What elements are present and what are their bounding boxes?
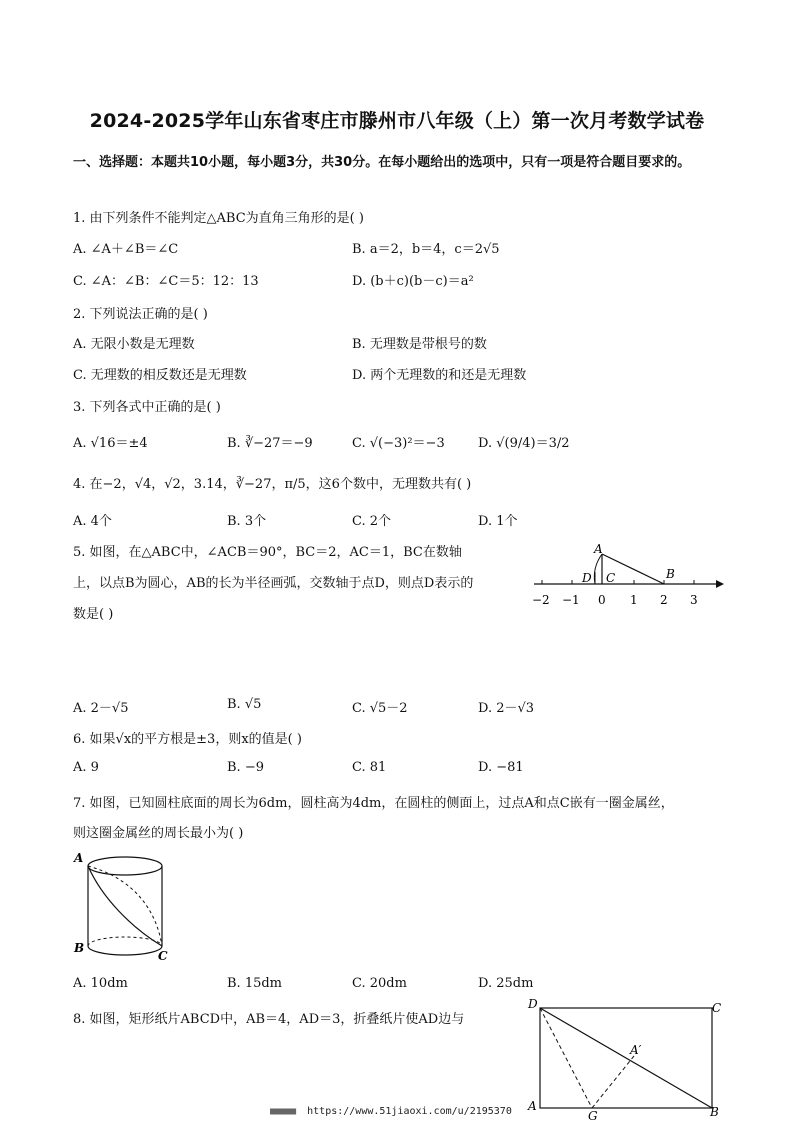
page-title: 2024-2025学年山东省枣庄市滕州市八年级（上）第一次月考数学试卷 (89, 110, 705, 132)
fig-label-d: D (582, 571, 592, 585)
question-6-stem: 6. 如果√x的平方根是±3，则x的值是( ) (73, 732, 302, 747)
fig-label-b: B (710, 1105, 719, 1119)
q6-option-a[interactable]: A. 9 (73, 760, 99, 775)
fig-label-a: A (74, 851, 84, 865)
q1-option-c[interactable]: C. ∠A：∠B：∠C＝5：12：13 (73, 274, 259, 289)
question-5-stem-line1: 5. 如图，在△ABC中，∠ACB＝90°，BC＝2，AC＝1，BC在数轴 (73, 545, 462, 560)
q5-option-c[interactable]: C. √5－2 (352, 701, 408, 716)
q5-option-d[interactable]: D. 2－√3 (478, 701, 535, 716)
q2-option-a[interactable]: A. 无限小数是无理数 (73, 337, 195, 352)
q7-option-b[interactable]: B. 15dm (227, 976, 283, 991)
q1-option-d[interactable]: D. (b＋c)(b－c)＝a² (352, 274, 474, 289)
question-5-stem-line2: 上，以点B为圆心，AB的长为半径画弧，交数轴于点D，则点D表示的 (73, 576, 474, 591)
q7-option-a[interactable]: A. 10dm (73, 976, 128, 991)
tick-label: 2 (660, 593, 668, 607)
question-7-stem-line2: 则这圈金属丝的周长最小为( ) (73, 826, 244, 841)
fig-label-b: B (666, 567, 675, 581)
q1-option-b[interactable]: B. a＝2，b＝4，c＝2√5 (352, 242, 500, 257)
q7-option-d[interactable]: D. 25dm (478, 976, 534, 991)
footer-url[interactable]: https://www.51jiaoxi.com/u/2195370 (307, 1106, 512, 1117)
fig-label-d: D (528, 997, 538, 1011)
q3-option-c[interactable]: C. √(−3)²＝−3 (352, 436, 445, 451)
question-8-stem: 8. 如图，矩形纸片ABCD中，AB＝4，AD＝3，折叠纸片使AD边与 (73, 1012, 465, 1027)
fig-label-a: A (528, 1099, 537, 1113)
section-heading: 一、选择题：本题共10小题，每小题3分，共30分。在每小题给出的选项中，只有一项是符合题目要求的。 (73, 155, 691, 170)
q6-option-c[interactable]: C. 81 (352, 760, 387, 775)
q4-option-a[interactable]: A. 4个 (73, 514, 112, 529)
tick-label: 3 (690, 593, 698, 607)
q3-option-a[interactable]: A. √16＝±4 (73, 436, 148, 451)
fig-label-a-prime: A′ (630, 1043, 642, 1057)
q3-option-d[interactable]: D. √(9/4)＝3/2 (478, 436, 570, 451)
question-2-stem: 2. 下列说法正确的是( ) (73, 307, 208, 322)
q1-option-a[interactable]: A. ∠A＋∠B＝∠C (73, 242, 179, 257)
q5-option-b[interactable]: B. √5 (227, 697, 262, 712)
q5-option-a[interactable]: A. 2－√5 (73, 701, 129, 716)
tick-label: 1 (630, 593, 638, 607)
fig-label-b: B (74, 941, 85, 955)
tick-label: −1 (562, 593, 580, 607)
fig-label-a: A (594, 542, 603, 556)
question-1-stem: 1. 由下列条件不能判定△ABC为直角三角形的是( ) (73, 211, 364, 226)
tick-label: −2 (532, 593, 550, 607)
q4-option-c[interactable]: C. 2个 (352, 514, 392, 529)
q6-option-d[interactable]: D. −81 (478, 760, 524, 775)
q6-option-b[interactable]: B. −9 (227, 760, 264, 775)
q7-option-c[interactable]: C. 20dm (352, 976, 407, 991)
tick-label: 0 (598, 593, 606, 607)
question-4-stem: 4. 在−2，√4，√2，3.14，∛−27，π/5，这6个数中，无理数共有( ) (73, 477, 472, 492)
cylinder-figure (72, 848, 182, 964)
fig-label-g: G (588, 1109, 598, 1120)
fig-label-c: C (606, 571, 616, 585)
q2-option-b[interactable]: B. 无理数是带根号的数 (352, 337, 487, 352)
fig-label-c: C (712, 1001, 722, 1015)
fig-label-c: C (158, 949, 168, 963)
q3-option-b[interactable]: B. ∛−27＝−9 (227, 436, 313, 451)
q2-option-d[interactable]: D. 两个无理数的和还是无理数 (352, 368, 527, 383)
question-7-stem-line1: 7. 如图，已知圆柱底面的周长为6dm，圆柱高为4dm，在圆柱的侧面上，过点A和点C嵌有一圈金属丝， (73, 796, 674, 811)
q4-option-b[interactable]: B. 3个 (227, 514, 267, 529)
question-3-stem: 3. 下列各式中正确的是( ) (73, 400, 221, 415)
rectangle-figure (526, 996, 726, 1120)
q2-option-c[interactable]: C. 无理数的相反数还是无理数 (73, 368, 247, 383)
footer-watermark (270, 1106, 512, 1117)
question-5-stem-line3: 数是( ) (73, 607, 114, 622)
q4-option-d[interactable]: D. 1个 (478, 514, 518, 529)
footer-mark: ■■■■■ (270, 1106, 296, 1117)
number-line-figure (526, 540, 726, 614)
